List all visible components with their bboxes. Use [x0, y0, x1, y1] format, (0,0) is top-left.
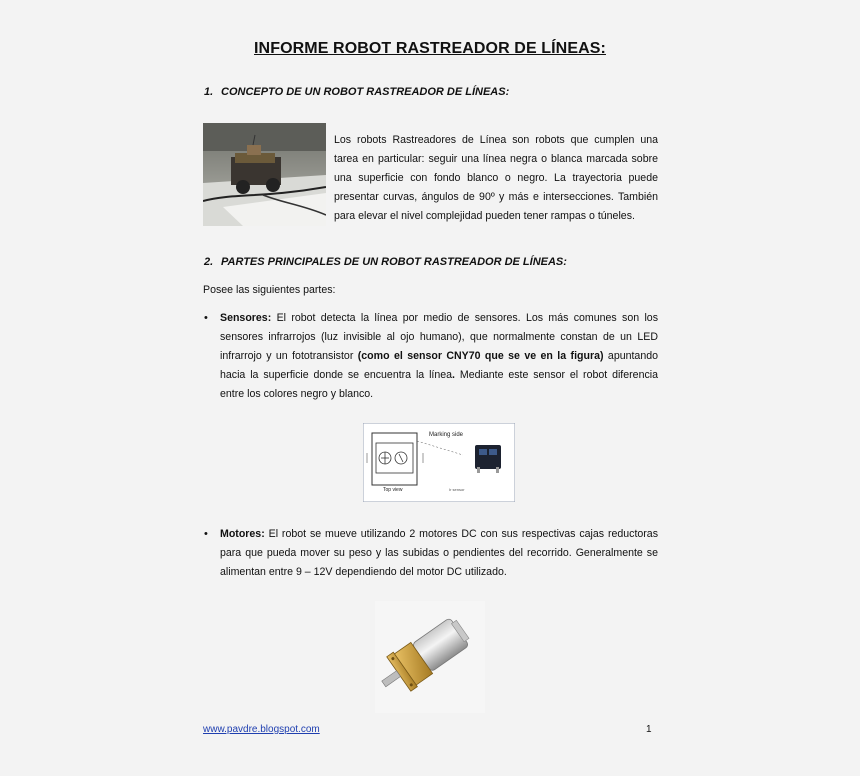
paragraph-line: Los robots Rastreadores de Línea son robots que cumplen una — [334, 134, 658, 146]
figure-label-marking: Marking side — [429, 432, 464, 438]
robot-photo — [203, 123, 326, 226]
motores-text: El robot se mueve utilizando 2 motores DC con sus respectivas cajas reductoras para que pueda mover su peso y las subidas o pendientes del recorrido. Generalmente se alimentan entre 9 – 12V dependiendo del motor DC utilizado. — [220, 528, 658, 578]
dc-motor-photo — [375, 601, 485, 713]
sensores-paragraph — [220, 309, 658, 404]
cny70-sensor-figure — [363, 423, 515, 502]
figure-label-topview: Top view — [383, 487, 403, 493]
sensores-text-c: apuntando hacia la superficie donde se encuentra la línea — [220, 350, 659, 381]
bullet-marker: • — [204, 312, 208, 324]
paragraph-line: una superficie con fondo blanco o negro. La trayectoria puede — [334, 172, 658, 184]
section-1-number: 1. — [204, 86, 214, 98]
paragraph-line: para elevar el nivel complejidad pueden tener rampas o túneles. — [334, 210, 635, 222]
motores-label: Motores: — [220, 528, 265, 540]
motores-paragraph — [220, 525, 658, 582]
section-2-title: PARTES PRINCIPALES DE UN ROBOT RASTREADOR DE LÍNEAS: — [221, 256, 567, 268]
sensores-text-d: Mediante este sensor el robot diferencia entre los colores negro y blanco. — [220, 369, 658, 400]
bullet-marker: • — [204, 528, 208, 540]
page-number: 1 — [646, 724, 652, 735]
figure-label-irsensor: Ir sensor — [449, 487, 465, 492]
section-2-heading — [204, 256, 567, 268]
paragraph-line: presentar curvas, ángulos de 90º y más e intersecciones. También — [334, 191, 658, 203]
section-1-title: CONCEPTO DE UN ROBOT RASTREADOR DE LÍNEAS: — [221, 86, 510, 98]
title-colon: : — [600, 40, 606, 57]
sensores-dot: . — [452, 369, 455, 381]
page-title — [0, 40, 860, 58]
section-1-paragraph — [334, 131, 658, 226]
sensores-label: Sensores: — [220, 312, 272, 324]
sensores-text-a: El robot detecta la línea por medio de sensores. Los más comunes son los sensores infrarrojos (luz invisible al ojo humano), que normalmente constan de un LED infrarrojo y un fototransistor — [220, 312, 658, 362]
sensores-text-b: (como el sensor CNY70 que se ve en la figura) — [357, 350, 604, 362]
section-2-number: 2. — [204, 256, 214, 268]
section-1-heading — [204, 86, 509, 98]
title-text: INFORME ROBOT RASTREADOR DE LÍNEAS — [254, 40, 601, 57]
paragraph-line: tarea en particular: seguir una línea negra o blanca marcada sobre — [334, 153, 658, 165]
footer-link[interactable]: www.pavdre.blogspot.com — [203, 724, 320, 735]
section-2-intro: Posee las siguientes partes: — [203, 284, 336, 296]
